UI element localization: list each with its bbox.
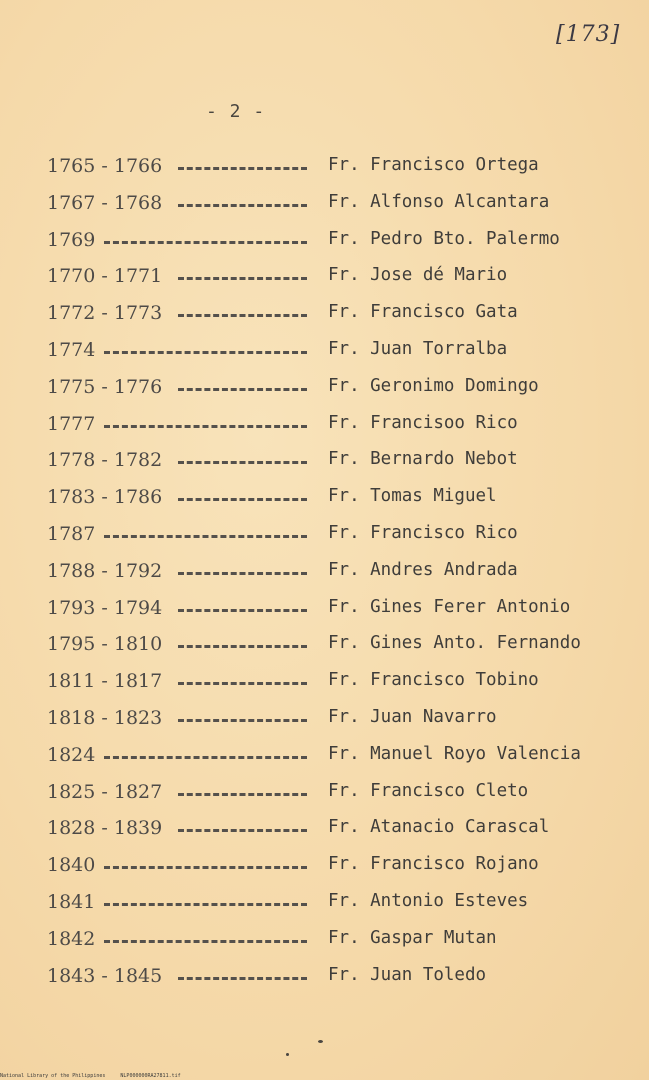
dashed-leader [104,940,307,946]
friar-name: Fr. Juan Toledo [328,964,487,985]
year-range: 1772 - 1773 [47,302,163,325]
list-item [0,592,649,629]
dashed-leader [178,498,307,504]
friar-name: Fr. Andres Andrada [328,559,518,580]
handwritten-page-mark: [173] [556,22,621,47]
list-item [0,960,649,997]
friar-name: Fr. Bernardo Nebot [328,449,518,470]
list-item [0,739,649,776]
year-range: 1769 [47,228,96,251]
friar-name: Fr. Antonio Esteves [328,890,529,911]
list-item [0,297,649,334]
page-number: - 2 - [206,101,266,122]
year-range: 1767 - 1768 [47,191,163,214]
friar-name: Fr. Jose dé Mario [328,265,508,286]
friar-name: Fr. Francisco Cleto [328,780,529,801]
ink-speck [286,1053,289,1056]
dashed-leader [178,388,307,394]
list-item [0,481,649,518]
dashed-leader [104,535,307,541]
year-range: 1774 [47,338,96,361]
list-item [0,408,649,445]
friar-name: Fr. Juan Navarro [328,706,497,727]
friar-name: Fr. Francisco Ortega [328,155,539,175]
year-range: 1770 - 1771 [47,265,163,288]
friar-list [0,150,649,996]
list-item [0,665,649,702]
dashed-leader [178,682,307,688]
friar-name: Fr. Francisco Rojano [328,854,539,875]
friar-name: Fr. Francisco Tobino [328,670,539,691]
year-range: 1788 - 1792 [47,559,163,582]
list-item [0,776,649,813]
dashed-leader [178,793,307,799]
friar-name: Fr. Atanacio Carascal [328,817,550,838]
list-item [0,923,649,960]
dashed-leader [178,977,307,983]
list-item [0,224,649,261]
list-item [0,702,649,739]
dashed-leader [104,425,307,431]
list-item [0,812,649,849]
list-item [0,371,649,408]
friar-name: Fr. Gines Ferer Antonio [328,596,571,617]
dashed-leader [178,314,307,320]
dashed-leader [178,609,307,615]
friar-name: Fr. Francisco Gata [328,302,518,323]
year-range: 1840 [47,854,96,877]
friar-name: Fr. Gaspar Mutan [328,927,497,948]
friar-name: Fr. Juan Torralba [328,338,508,359]
friar-name: Fr. Gines Anto. Fernando [328,633,581,654]
list-item [0,150,649,187]
year-range: 1843 - 1845 [47,964,163,987]
friar-name: Fr. Francisoo Rico [328,412,518,433]
friar-name: Fr. Manuel Royo Valencia [328,743,581,764]
dashed-leader [104,351,307,357]
list-item [0,444,649,481]
friar-name: Fr. Tomas Miguel [328,486,497,507]
list-item [0,555,649,592]
dashed-leader [104,756,307,762]
list-item [0,849,649,886]
list-item [0,628,649,665]
year-range: 1828 - 1839 [47,817,163,840]
friar-name: Fr. Alfonso Alcantara [328,191,550,212]
dashed-leader [178,167,307,173]
dashed-leader [104,241,307,247]
dashed-leader [178,719,307,725]
dashed-leader [178,204,307,210]
year-range: 1818 - 1823 [47,706,163,729]
year-range: 1775 - 1776 [47,375,163,398]
year-range: 1795 - 1810 [47,633,163,656]
list-item [0,886,649,923]
dashed-leader [104,866,307,872]
year-range: 1842 [47,927,96,950]
list-item [0,334,649,371]
scan-source-line: National Library of the Philippines NLP000000RA27811.tif [0,1073,181,1079]
friar-name: Fr. Geronimo Domingo [328,375,539,396]
list-item [0,187,649,224]
year-range: 1824 [47,743,96,766]
year-range: 1787 [47,522,96,545]
dashed-leader [104,903,307,909]
year-range: 1811 - 1817 [47,670,163,693]
dashed-leader [178,277,307,283]
dashed-leader [178,829,307,835]
dashed-leader [178,461,307,467]
list-item [0,518,649,555]
year-range: 1825 - 1827 [47,780,163,803]
year-range: 1777 [47,412,96,435]
year-range: 1778 - 1782 [47,449,163,472]
year-range: 1783 - 1786 [47,486,163,509]
ink-speck [318,1040,323,1043]
friar-name: Fr. Francisco Rico [328,522,518,543]
dashed-leader [178,645,307,651]
year-range: 1765 - 1766 [47,155,163,177]
list-item [0,260,649,297]
dashed-leader [178,572,307,578]
year-range: 1793 - 1794 [47,596,163,619]
year-range: 1841 [47,890,96,913]
friar-name: Fr. Pedro Bto. Palermo [328,228,560,249]
